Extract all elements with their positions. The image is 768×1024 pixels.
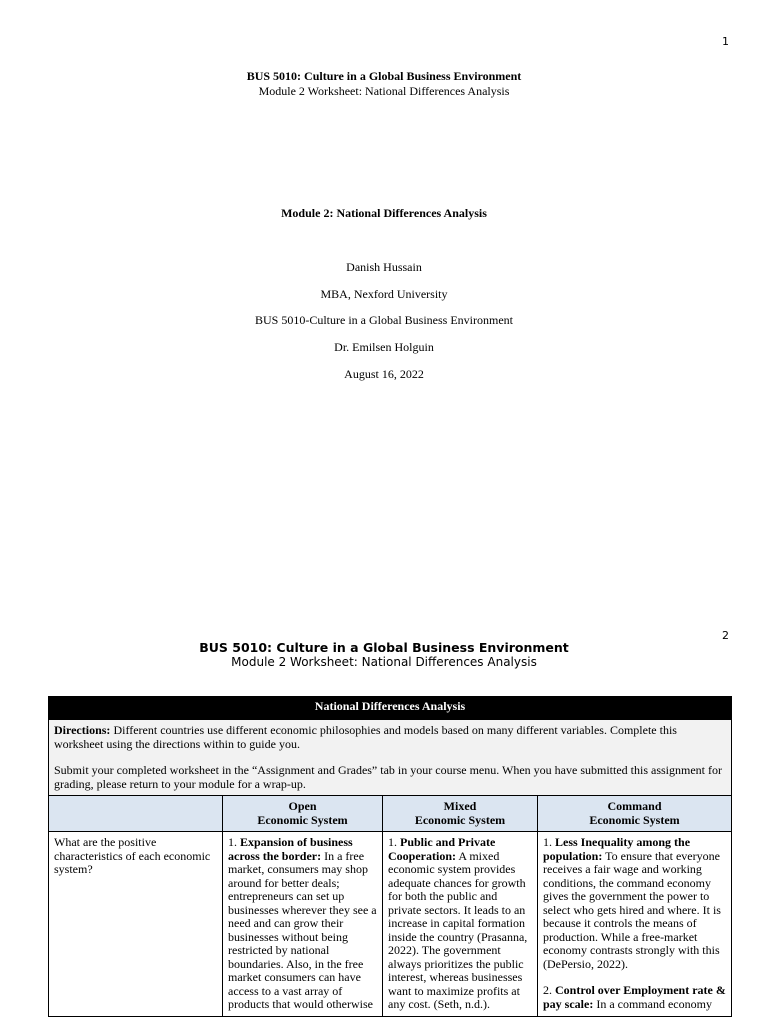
submission-date: August 16, 2022 [344,367,424,381]
row-question: What are the positive characteristics of each economic system? [49,832,223,1017]
author-name: Danish Hussain [346,260,422,274]
table-header: National Differences Analysis [49,697,732,720]
header-course-title: BUS 5010: Culture in a Global Business Environment [246,69,522,83]
submit-instructions: Submit your completed worksheet in the “Assignment and Grades” tab in your course menu. When you have submitted this assignment for grading, please return to your module for a wrap-up. [54,763,722,791]
cell-command-positive: 1. Less Inequality among the population: To ensure that everyone receives a fair wage and working conditions, the command economy gives the government the power to select who gets hired and where. It is because it controls the means of production. While a free-market economy contrasts strongly with this (DePersio, 2022). 2. Control over Employment rate & pay scale: In a command economy [538,832,732,1017]
empty-header-cell [49,796,223,832]
course-line: BUS 5010-Culture in a Global Business Environment [255,313,513,327]
paper-title: Module 2: National Differences Analysis [281,206,487,220]
cell-open-positive: 1. Expansion of business across the border: In a free market, consumers may shop around for better deals; entrepreneurs can set up businesses wherever they see a need and can grow their businesses without being restricted by national boundaries. Also, in the free market consumers can have access to a vast array of products that would otherwise [223,832,383,1017]
directions-text: Different countries use different economic philosophies and models based on many different variables. Complete this worksheet using the directions within to guide you. [54,723,677,751]
analysis-table [48,696,732,1017]
column-header-open: Open Economic System [223,796,383,832]
header-subtitle: Module 2 Worksheet: National Differences Analysis [258,84,510,98]
header-course-title: BUS 5010: Culture in a Global Business Environment [199,640,569,655]
program-affiliation: MBA, Nexford University [320,287,448,301]
header-subtitle: Module 2 Worksheet: National Differences Analysis [231,655,537,669]
cell-mixed-positive: 1. Public and Private Cooperation: A mixed economic system provides adequate chances for growth for both the public and private sectors. It leads to an increase in capital formation inside the country (Prasanna, 2022). The government always prioritizes the public interest, whereas businesses want to maximize profits at any cost. (Seth, n.d.). [383,832,538,1017]
column-header-command: Command Economic System [538,796,732,832]
directions-cell [49,720,732,796]
instructor-name: Dr. Emilsen Holguin [334,340,434,354]
page-number: 2 [722,629,729,642]
directions-label: Directions: [54,723,111,737]
column-header-mixed: Mixed Economic System [383,796,538,832]
page-number: 1 [722,35,729,48]
